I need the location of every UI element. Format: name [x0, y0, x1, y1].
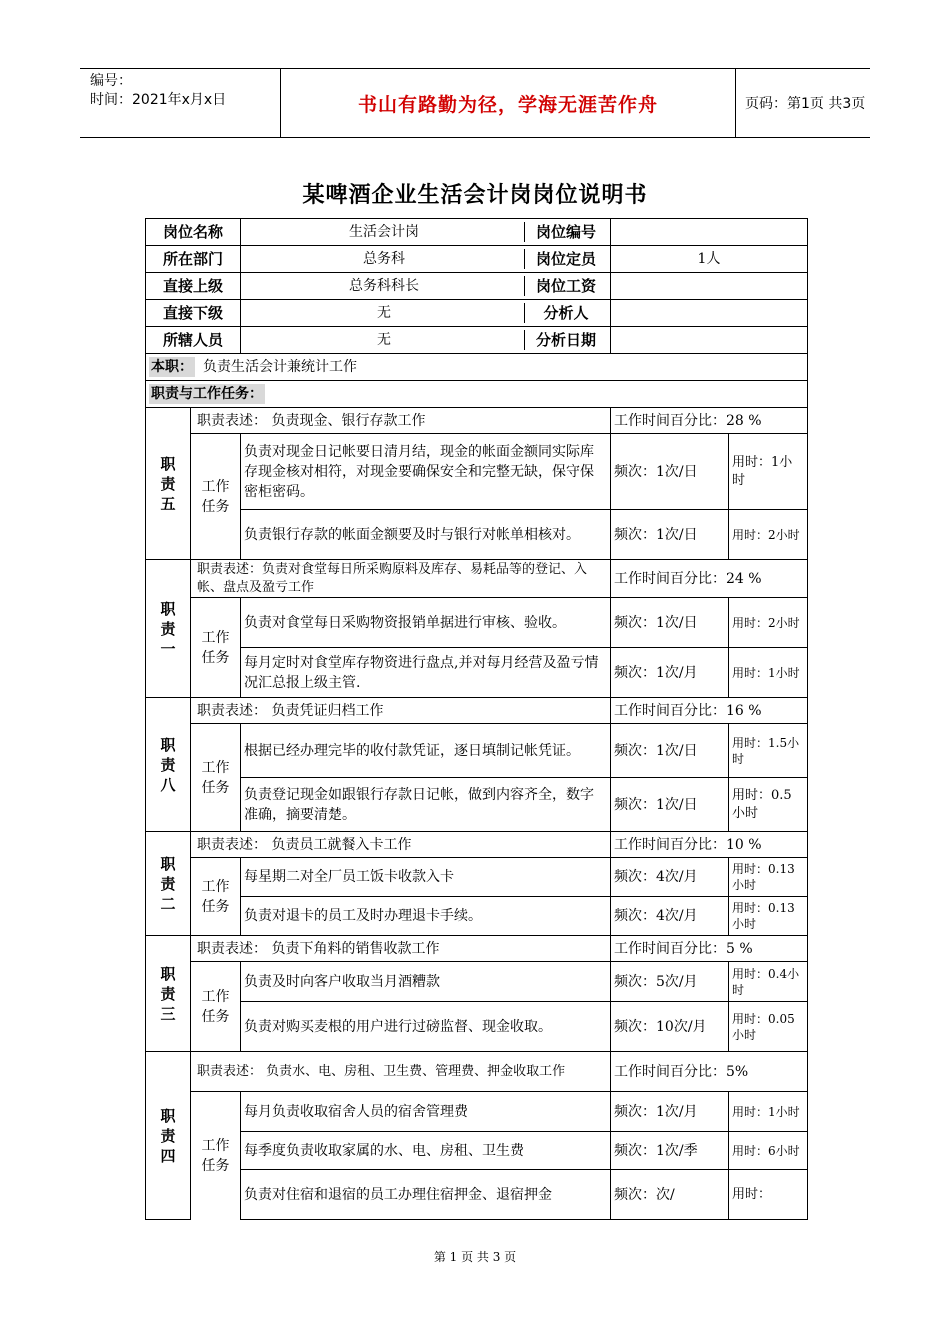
task-text: 每月定时对食堂库存物资进行盘点,并对每月经营及盈亏情况汇总报上级主管. — [241, 648, 611, 698]
task-text: 负责对住宿和退宿的员工办理住宿押金、退宿押金 — [241, 1170, 611, 1220]
duties-heading-row — [146, 381, 808, 408]
post-no-label: 岗位编号 — [524, 222, 607, 242]
duty-statement: 职责表述：负责对食堂每日所采购原料及库存、易耗品等的登记、入帐、盘点及盈亏工作 — [191, 560, 611, 598]
task-text: 负责及时向客户收取当月酒糟款 — [241, 962, 611, 1002]
header-time: 时间：2021年x月x日 — [90, 92, 227, 108]
main-duty-text: 负责生活会计兼统计工作 — [203, 359, 357, 375]
task-row — [146, 724, 808, 778]
duty-statement-row — [146, 408, 808, 434]
task-time: 用时：1小时 — [729, 648, 808, 698]
staff: 无 — [377, 332, 392, 348]
quota-value: 1人 — [611, 246, 808, 273]
task-time: 用时：1.5小时 — [729, 724, 808, 778]
task-time: 用时：0.13小时 — [729, 897, 808, 936]
task-time: 用时：2小时 — [729, 510, 808, 560]
post-name: 生活会计岗 — [349, 224, 420, 240]
task-row — [146, 858, 808, 897]
info-row — [146, 219, 808, 246]
task-text: 每月负责收取宿舍人员的宿舍管理费 — [241, 1092, 611, 1132]
header-page-cell — [735, 69, 870, 137]
wage-value — [611, 273, 808, 300]
info-row — [146, 273, 808, 300]
task-text: 根据已经办理完毕的收付款凭证，逐日填制记帐凭证。 — [241, 724, 611, 778]
main-duty-row — [146, 354, 808, 381]
duty-percent: 工作时间百分比：5 % — [611, 936, 808, 962]
task-time: 用时： — [729, 1170, 808, 1220]
task-text: 负责登记现金如跟银行存款日记帐，做到内容齐全，数字准确，摘要清楚。 — [241, 778, 611, 832]
task-row — [146, 1132, 808, 1170]
superior-label: 直接上级 — [146, 273, 241, 300]
staff-value-cell — [241, 327, 611, 354]
task-frequency: 频次：1次/日 — [611, 778, 729, 832]
page-header — [80, 68, 870, 138]
task-text: 负责对退卡的员工及时办理退卡手续。 — [241, 897, 611, 936]
duty-name: 职责一 — [146, 560, 191, 698]
task-text: 负责对食堂每日采购物资报销单据进行审核、验收。 — [241, 598, 611, 648]
task-frequency: 频次：1次/日 — [611, 598, 729, 648]
task-time: 用时：0.13小时 — [729, 858, 808, 897]
task-time: 用时：1小时 — [729, 1092, 808, 1132]
date-label: 分析日期 — [524, 330, 607, 350]
duty-statement-row — [146, 1052, 808, 1092]
work-task-label: 工作任务 — [191, 858, 241, 936]
dept-value-cell — [241, 246, 611, 273]
wage-label: 岗位工资 — [524, 276, 607, 296]
subordinate-label: 直接下级 — [146, 300, 241, 327]
superior-value-cell — [241, 273, 611, 300]
duty-statement: 职责表述： 负责水、电、房租、卫生费、管理费、押金收取工作 — [191, 1052, 611, 1092]
work-task-label: 工作任务 — [191, 724, 241, 832]
task-row — [146, 598, 808, 648]
subordinate-value-cell — [241, 300, 611, 327]
duty-name: 职责五 — [146, 408, 191, 560]
task-row — [146, 648, 808, 698]
info-row — [146, 246, 808, 273]
task-row — [146, 897, 808, 936]
main-duty-cell — [146, 354, 808, 381]
task-frequency: 频次：5次/月 — [611, 962, 729, 1002]
quota-label: 岗位定员 — [524, 249, 607, 269]
dept: 总务科 — [363, 251, 406, 267]
duty-statement: 职责表述： 负责凭证归档工作 — [191, 698, 611, 724]
duty-statement: 职责表述： 负责现金、银行存款工作 — [191, 408, 611, 434]
task-text: 每季度负责收取家属的水、电、房租、卫生费 — [241, 1132, 611, 1170]
duty-percent: 工作时间百分比：24 % — [611, 560, 808, 598]
info-row — [146, 300, 808, 327]
duty-name: 职责八 — [146, 698, 191, 832]
duty-statement-row — [146, 698, 808, 724]
task-frequency: 频次：1次/日 — [611, 434, 729, 510]
task-frequency: 频次：1次/日 — [611, 724, 729, 778]
task-time: 用时：0.5小时 — [729, 778, 808, 832]
task-text: 负责对购买麦根的用户进行过磅监督、现金收取。 — [241, 1002, 611, 1052]
task-frequency: 频次：4次/月 — [611, 858, 729, 897]
task-time: 用时：1小时 — [729, 434, 808, 510]
duty-statement-row — [146, 936, 808, 962]
duty-percent: 工作时间百分比：16 % — [611, 698, 808, 724]
task-frequency: 频次：4次/月 — [611, 897, 729, 936]
header-meta — [80, 69, 280, 137]
job-description-table — [145, 218, 808, 1220]
work-task-label: 工作任务 — [191, 1092, 241, 1220]
header-number: 编号： — [90, 73, 132, 89]
task-frequency: 频次：次/ — [611, 1170, 729, 1220]
post-name-label: 岗位名称 — [146, 219, 241, 246]
work-task-label: 工作任务 — [191, 962, 241, 1052]
task-row — [146, 962, 808, 1002]
task-time: 用时：2小时 — [729, 598, 808, 648]
info-row — [146, 327, 808, 354]
staff-label: 所辖人员 — [146, 327, 241, 354]
duty-statement-row — [146, 832, 808, 858]
header-page-number: 页码：第1页 共3页 — [745, 96, 866, 112]
task-frequency: 频次：10次/月 — [611, 1002, 729, 1052]
task-time: 用时：0.4小时 — [729, 962, 808, 1002]
task-frequency: 频次：1次/月 — [611, 1092, 729, 1132]
task-frequency: 频次：1次/季 — [611, 1132, 729, 1170]
dept-label: 所在部门 — [146, 246, 241, 273]
duty-name: 职责四 — [146, 1052, 191, 1220]
page-footer: 第 1 页 共 3 页 — [433, 1250, 517, 1264]
task-text: 每星期二对全厂员工饭卡收款入卡 — [241, 858, 611, 897]
subordinate: 无 — [377, 305, 392, 321]
task-row — [146, 1170, 808, 1220]
post-no-value — [611, 219, 808, 246]
date-value — [611, 327, 808, 354]
task-row — [146, 1002, 808, 1052]
task-row — [146, 778, 808, 832]
duty-statement-row — [146, 560, 808, 598]
duty-name: 职责三 — [146, 936, 191, 1052]
task-row — [146, 510, 808, 560]
duty-name: 职责二 — [146, 832, 191, 936]
header-motto-cell — [280, 69, 736, 137]
task-text: 负责对现金日记帐要日清月结，现金的帐面金额同实际库存现金核对相符，对现金要确保安全和完整无缺，保守保密柜密码。 — [241, 434, 611, 510]
task-frequency: 频次：1次/日 — [611, 510, 729, 560]
header-motto: 书山有路勤为径，学海无涯苦作舟 — [357, 93, 658, 116]
duty-statement: 职责表述： 负责员工就餐入卡工作 — [191, 832, 611, 858]
work-task-label: 工作任务 — [191, 434, 241, 560]
task-row — [146, 434, 808, 510]
task-row — [146, 1092, 808, 1132]
duty-percent: 工作时间百分比：5% — [611, 1052, 808, 1092]
duties-heading: 职责与工作任务： — [151, 386, 263, 402]
task-time: 用时：6小时 — [729, 1132, 808, 1170]
task-time: 用时：0.05小时 — [729, 1002, 808, 1052]
analyst-value — [611, 300, 808, 327]
duty-percent: 工作时间百分比：28 % — [611, 408, 808, 434]
main-duty-label: 本职： — [151, 359, 193, 375]
task-text: 负责银行存款的帐面金额要及时与银行对帐单相核对。 — [241, 510, 611, 560]
duties-heading-cell — [146, 381, 808, 408]
duty-percent: 工作时间百分比：10 % — [611, 832, 808, 858]
work-task-label: 工作任务 — [191, 598, 241, 698]
document-title: 某啤酒企业生活会计岗岗位说明书 — [302, 183, 648, 208]
duty-statement: 职责表述： 负责下角料的销售收款工作 — [191, 936, 611, 962]
analyst-label: 分析人 — [524, 303, 607, 323]
superior: 总务科科长 — [349, 278, 420, 294]
task-frequency: 频次：1次/月 — [611, 648, 729, 698]
post-name-value — [241, 219, 611, 246]
